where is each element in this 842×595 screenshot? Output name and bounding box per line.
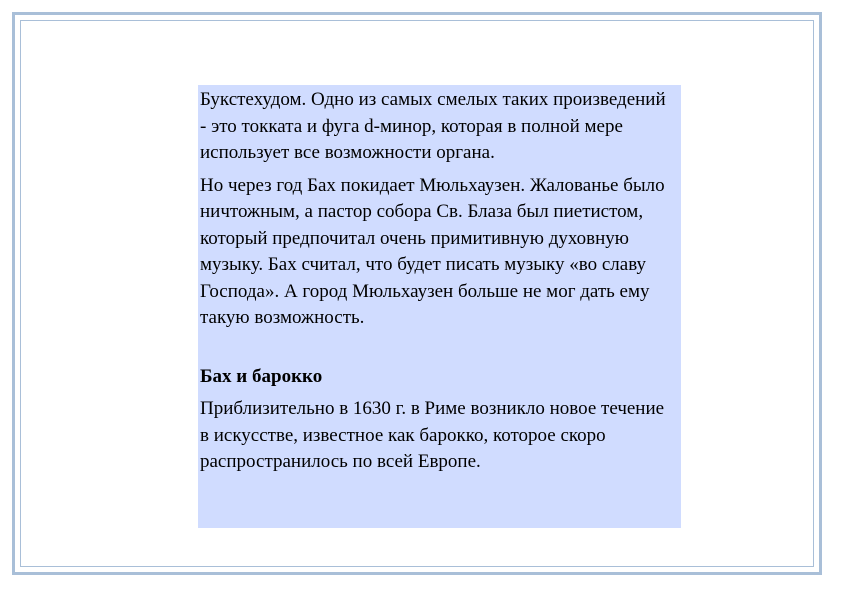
paragraph-continuation: Букстехудом. Одно из самых смелых таких произведений - это токката и фуга d-минор, которая в полной мере использует все возможности органа. <box>200 89 666 163</box>
text-box <box>198 85 681 528</box>
paragraph-muhlhausen: Но через год Бах покидает Мюльхаузен. Жалованье было ничтожным, а пастор собора Св. Блаза был пиетистом, который предпочитал очень примитивную духовную музыку. Бах считал, что будет писать музыку «во славу Господа». А город Мюльхаузен больше не мог дать ему такую возможность. <box>200 174 665 328</box>
blank-line <box>200 338 675 364</box>
section-heading: Бах и барокко <box>200 365 323 387</box>
paragraph-baroque: Приблизительно в 1630 г. в Риме возникло новое течение в искусстве, известное как барокко, которое скоро распространилось по всей Европе. <box>200 398 665 472</box>
